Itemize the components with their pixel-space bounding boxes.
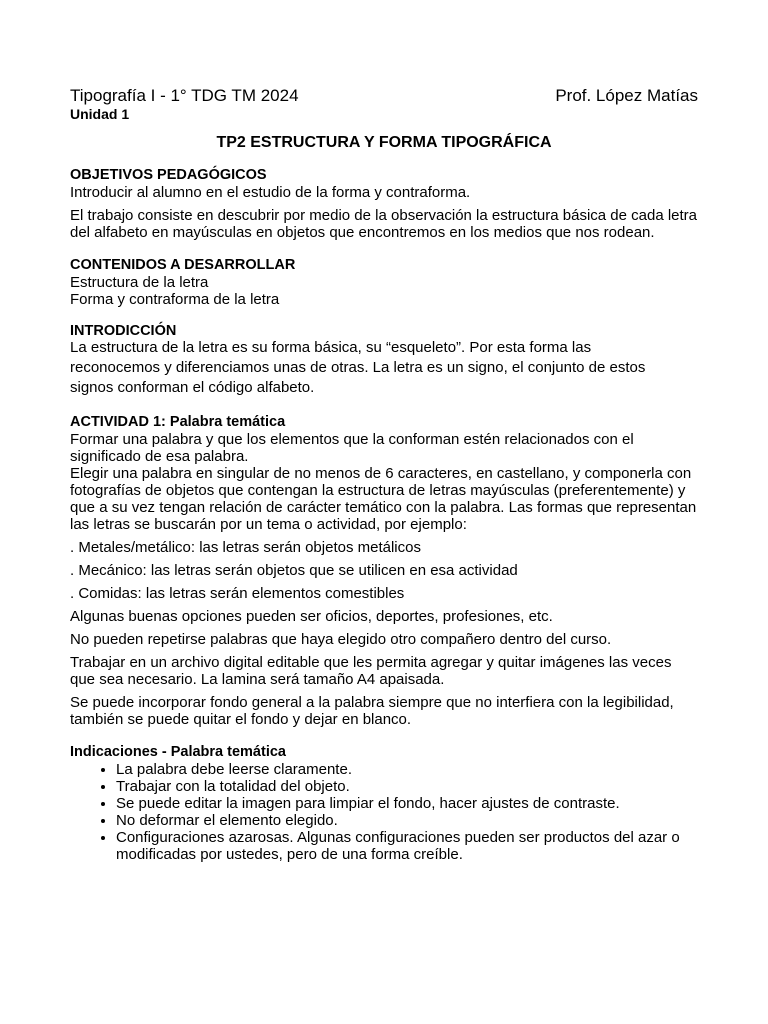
actividad-example-1: . Metales/metálico: las letras serán objetos metálicos (70, 539, 421, 556)
course-title: Tipografía I - 1° TDG TM 2024 (70, 86, 299, 105)
indicaciones-heading: Indicaciones - Palabra temática (70, 744, 286, 760)
introduccion-line-3: signos conforman el código alfabeto. (70, 379, 315, 396)
actividad-paragraph-5: Trabajar en un archivo digital editable que les permita agregar y quitar imágenes las veces que sea necesario. La lamina será tamaño A4 apaisada. (70, 654, 672, 688)
introduccion-section (70, 323, 698, 398)
objetivos-paragraph-2: El trabajo consiste en descubrir por medio de la observación la estructura básica de cada letra del alfabeto en mayúsculas en objetos que encontremos en los medios que nos rodean. (70, 207, 698, 241)
indicaciones-item: • Trabajar con la totalidad del objeto. (116, 778, 698, 795)
objetivos-paragraph-1: Introducir al alumno en el estudio de la forma y contraforma. (70, 184, 471, 201)
contenidos-item-2: Forma y contraforma de la letra (70, 291, 280, 308)
indicaciones-item: • Configuraciones azarosas. Algunas configuraciones pueden ser productos del azar o modificadas por ustedes, pero de una forma creíble. (116, 829, 698, 863)
actividad-example-3: . Comidas: las letras serán elementos comestibles (70, 585, 405, 602)
document-header (70, 86, 698, 106)
introduccion-line-1: La estructura de la letra es su forma básica, su “esqueleto”. Por esta forma las (70, 339, 592, 356)
contenidos-item-1: Estructura de la letra (70, 274, 209, 291)
introduccion-heading: INTRODICCIÓN (70, 323, 177, 339)
actividad-paragraph-4: No pueden repetirse palabras que haya elegido otro compañero dentro del curso. (70, 631, 612, 648)
actividad-paragraph-2: Elegir una palabra en singular de no menos de 6 caracteres, en castellano, y componerla con fotografías de objetos que contengan la estructura de letras mayúsculas (preferentemente) y que a su vez tengan relación de carácter temático con la palabra. Las formas que representan las letras se buscarán por un tema o actividad, por ejemplo: (70, 465, 697, 533)
indicaciones-item: • No deformar el elemento elegido. (116, 812, 698, 829)
indicaciones-item: • La palabra debe leerse claramente. (116, 761, 698, 778)
actividad-heading: ACTIVIDAD 1: Palabra temática (70, 414, 286, 430)
professor-name: Prof. López Matías (555, 86, 698, 105)
actividad-paragraph-3: Algunas buenas opciones pueden ser oficios, deportes, profesiones, etc. (70, 608, 553, 625)
contenidos-heading: CONTENIDOS A DESARROLLAR (70, 257, 296, 273)
actividad-paragraph-6: Se puede incorporar fondo general a la palabra siempre que no interfiera con la legibilidad, también se puede quitar el fondo y dejar en blanco. (70, 694, 674, 728)
indicaciones-list (70, 761, 698, 863)
contenidos-section (70, 257, 698, 308)
actividad-section (70, 414, 698, 728)
unit-label: Unidad 1 (70, 106, 130, 122)
introduccion-line-2: reconocemos y diferenciamos unas de otras. La letra es un signo, el conjunto de estos (70, 359, 646, 376)
objetivos-heading: OBJETIVOS PEDAGÓGICOS (70, 167, 267, 183)
indicaciones-item: • Se puede editar la imagen para limpiar el fondo, hacer ajustes de contraste. (116, 795, 698, 812)
indicaciones-section (70, 744, 698, 863)
actividad-example-2: . Mecánico: las letras serán objetos que se utilicen en esa actividad (70, 562, 518, 579)
objetivos-section (70, 167, 698, 241)
document-page (70, 86, 698, 863)
document-title: TP2 ESTRUCTURA Y FORMA TIPOGRÁFICA (216, 134, 552, 151)
actividad-paragraph-1: Formar una palabra y que los elementos que la conforman estén relacionados con el significado de esa palabra. (70, 431, 634, 465)
